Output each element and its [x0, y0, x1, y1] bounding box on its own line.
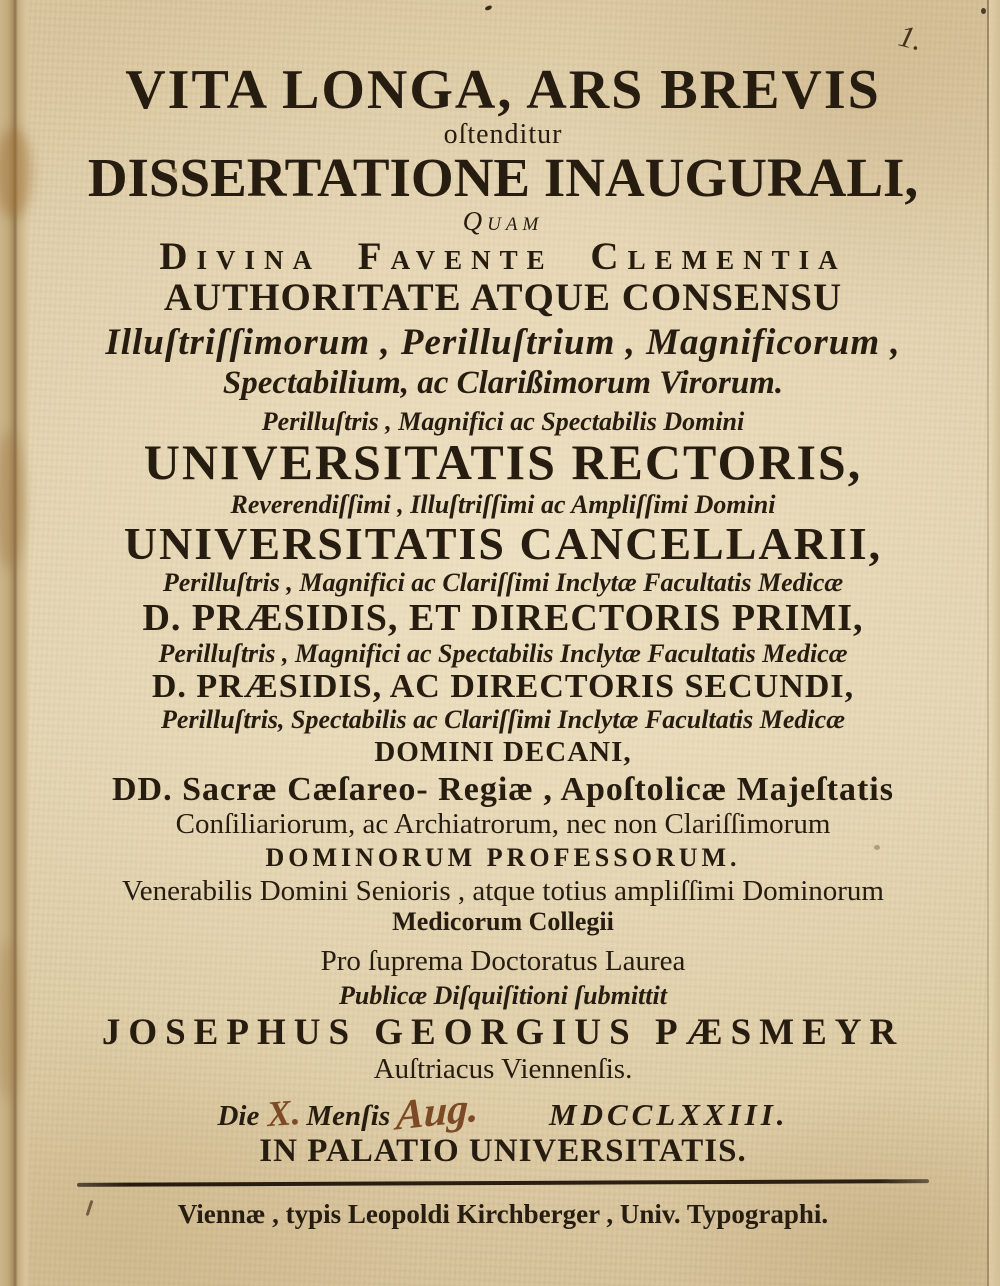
decani-line: DOMINI DECANI,: [374, 735, 632, 768]
praesidis-secundi-line: D. PRÆSIDIS, AC DIRECTORIS SECUNDI,: [151, 667, 855, 705]
venerabilis-line: Venerabilis Domini Senioris , atque totius ampliſſimi Dominorum: [122, 875, 884, 908]
rectoris-line: UNIVERSITATIS RECTORIS,: [143, 433, 863, 490]
paper-speck: [981, 8, 986, 14]
publicae-line: Publicæ Diſquiſitioni ſubmittit: [339, 981, 667, 1011]
medicorum-collegii-line: Medicorum Collegii: [392, 906, 614, 936]
divina-line: Divina Favente Clementia: [159, 234, 847, 278]
majestatis-line: DD. Sacræ Cæſareo- Regiæ , Apoſtolicæ Majeſtatis: [111, 771, 894, 809]
palatio-line: IN PALATIO UNIVERSITATIS.: [259, 1132, 747, 1169]
praeses2-epithet-line: Perilluſtris , Magnifici ac Spectabilis Inclytæ Facultatis Medicæ: [158, 638, 848, 668]
quam-line: Quam: [462, 205, 544, 236]
dominorum-professorum-line: DOMINORUM PROFESSORUM.: [265, 842, 741, 872]
cancellarius-epithet-line: Reverendiſſimi , Illuſtriſſimi ac Ampliſſimi Domini: [230, 489, 776, 519]
cancellarii-line: UNIVERSITATIS CANCELLARII,: [123, 517, 883, 569]
imprint-line: Viennæ , typis Leopoldi Kirchberger , Univ. Typographi.: [177, 1199, 829, 1230]
illustrissimorum-line: Illuſtriſſimorum , Perilluſtrium , Magnificorum ,: [105, 322, 901, 364]
spectabilium-line: Spectabilium, ac Clarißimorum Virorum.: [222, 364, 784, 401]
main-title: VITA LONGA, ARS BREVIS: [125, 59, 881, 121]
consiliariorum-line: Conſiliariorum, ac Archiatrorum, nec non Clariſſimorum: [175, 807, 831, 840]
date-die-label: Die: [217, 1099, 260, 1132]
date-year-roman: MDCCLXXIII.: [549, 1096, 789, 1132]
dissertation-title: DISSERTATIONE INAUGURALI,: [87, 147, 919, 209]
date-mensis-label: Menſis: [306, 1099, 391, 1132]
handwritten-day: X.: [265, 1091, 302, 1134]
pro-suprema-line: Pro ſuprema Doctoratus Laurea: [320, 945, 686, 978]
origin-line: Auſtriacus Viennenſis.: [373, 1052, 633, 1085]
praeses1-epithet-line: Perilluſtris , Magnifici ac Clariſſimi Inclytæ Facultatis Medicæ: [162, 568, 844, 598]
imprint-divider: [77, 1179, 929, 1187]
praesidis-primi-line: D. PRÆSIDIS, ET DIRECTORIS PRIMI,: [142, 596, 864, 639]
ostenditur-line: oſtenditur: [443, 119, 563, 150]
date-line: [30, 1084, 976, 1140]
handwritten-month: Aug.: [395, 1084, 480, 1140]
rector-epithet-line: Perilluſtris , Magnifici ac Spectabilis Domini: [261, 406, 745, 436]
authoritate-line: AUTHORITATE ATQUE CONSENSU: [163, 276, 843, 320]
page-edge-line: [987, 0, 989, 1286]
candidate-name: JOSEPHUS GEORGIUS PÆSMEYR: [101, 1012, 905, 1054]
decanus-epithet-line: Perilluſtris, Spectabilis ac Clariſſimi Inclytæ Facultatis Medicæ: [161, 704, 845, 734]
page-edge: [989, 0, 1000, 1286]
title-page-content: [30, 0, 976, 1286]
handwritten-page-number: 1.: [894, 17, 927, 58]
